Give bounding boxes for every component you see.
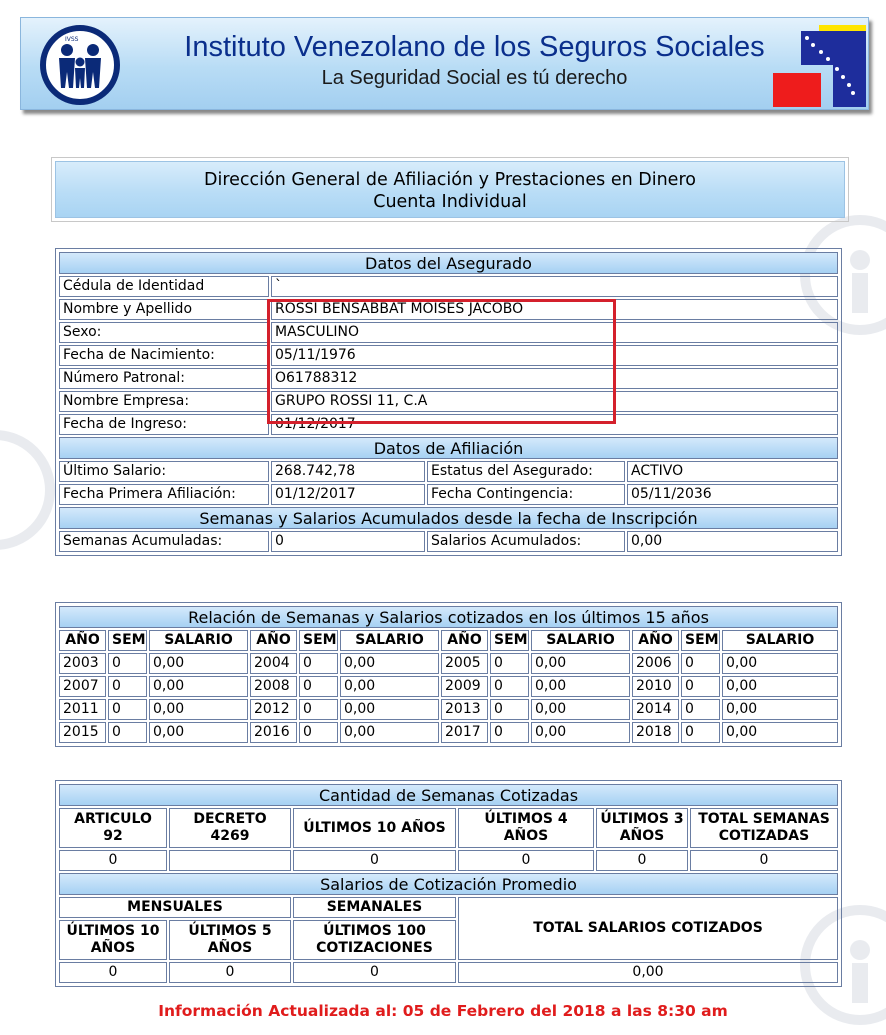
salary-cell: 0,00	[149, 699, 248, 720]
year-cell: 2014	[632, 699, 679, 720]
id-value: `	[271, 276, 838, 297]
history-section-title: Relación de Semanas y Salarios cotizados en los últimos 15 años	[59, 606, 838, 628]
sex-value: MASCULINO	[271, 322, 838, 343]
col-sem: SEM	[299, 630, 338, 651]
col-ultimos-3: ÚLTIMOS 3 AÑOS	[596, 808, 688, 848]
value-ultimos-10: 0	[293, 850, 456, 871]
table-row	[59, 722, 838, 743]
value-ultimos-10-anios: 0	[59, 962, 167, 983]
weeks-summary-title: Cantidad de Semanas Cotizadas	[59, 784, 838, 806]
year-cell: 2003	[59, 653, 106, 674]
table-row	[59, 461, 838, 482]
year-cell: 2009	[441, 676, 488, 697]
weeks-cell: 0	[108, 722, 147, 743]
value-total-semanas: 0	[690, 850, 838, 871]
table-row	[59, 962, 838, 983]
col-salario: SALARIO	[149, 630, 248, 651]
table-header-row	[59, 630, 838, 651]
table-row	[59, 391, 838, 412]
salary-cell: 0,00	[531, 699, 630, 720]
table-row	[59, 850, 838, 871]
value-ultimos-3: 0	[596, 850, 688, 871]
monthly-header: MENSUALES	[59, 897, 291, 918]
col-anio: AÑO	[632, 630, 679, 651]
value-ultimos-4: 0	[458, 850, 594, 871]
table-row	[59, 531, 838, 552]
year-cell: 2008	[250, 676, 297, 697]
table-row	[59, 299, 838, 320]
total-salaries-header: TOTAL SALARIOS COTIZADOS	[458, 897, 838, 960]
year-cell: 2015	[59, 722, 106, 743]
last-updated-note: Información Actualizada al: 05 de Febrero del 2018 a las 8:30 am	[158, 1002, 728, 1020]
col-ultimos-100: ÚLTIMOS 100 COTIZACIONES	[293, 920, 456, 960]
salary-cell: 0,00	[149, 653, 248, 674]
col-ultimos-10: ÚLTIMOS 10 AÑOS	[293, 808, 456, 848]
col-salario: SALARIO	[722, 630, 838, 651]
salary-cell: 0,00	[531, 722, 630, 743]
weeks-cell: 0	[490, 653, 529, 674]
salary-cell: 0,00	[722, 653, 838, 674]
value-total-salaries: 0,00	[458, 962, 838, 983]
weeks-cell: 0	[490, 699, 529, 720]
year-cell: 2010	[632, 676, 679, 697]
company-label: Nombre Empresa:	[59, 391, 269, 412]
col-ultimos-5-anios: ÚLTIMOS 5 AÑOS	[169, 920, 291, 960]
salary-cell: 0,00	[340, 722, 439, 743]
weeks-cell: 0	[299, 653, 338, 674]
weeks-cell: 0	[108, 699, 147, 720]
affiliation-section-title: Datos de Afiliación	[59, 437, 838, 459]
weeks-cell: 0	[490, 676, 529, 697]
page-subheading: Cuenta Individual	[373, 192, 527, 212]
salary-cell: 0,00	[149, 722, 248, 743]
weeks-cell: 0	[299, 699, 338, 720]
insured-data-table	[55, 248, 842, 556]
weeks-cell: 0	[108, 676, 147, 697]
salary-cell: 0,00	[149, 676, 248, 697]
weeks-label: Semanas Acumuladas:	[59, 531, 269, 552]
table-row	[59, 322, 838, 343]
status-value: ACTIVO	[627, 461, 838, 482]
col-salario: SALARIO	[531, 630, 630, 651]
banner-title: Instituto Venezolano de los Seguros Sociales	[184, 31, 765, 63]
weeks-summary-table	[55, 780, 842, 987]
company-value: GRUPO ROSSI 11, C.A	[271, 391, 838, 412]
year-cell: 2005	[441, 653, 488, 674]
hire-date-label: Fecha de Ingreso:	[59, 414, 269, 435]
history-table	[55, 602, 842, 747]
weeks-cell: 0	[299, 676, 338, 697]
table-row	[59, 414, 838, 435]
col-decreto-4269: DECRETO 4269	[169, 808, 291, 848]
col-sem: SEM	[681, 630, 720, 651]
year-cell: 2007	[59, 676, 106, 697]
contingency-value: 05/11/2036	[627, 484, 838, 505]
weeks-cell: 0	[108, 653, 147, 674]
salary-cell: 0,00	[340, 676, 439, 697]
insured-section-title: Datos del Asegurado	[59, 252, 838, 274]
salary-cell: 0,00	[340, 653, 439, 674]
accumulated-section-title: Semanas y Salarios Acumulados desde la fecha de Inscripción	[59, 507, 838, 529]
year-cell: 2011	[59, 699, 106, 720]
salary-cell: 0,00	[722, 722, 838, 743]
weeks-cell: 0	[490, 722, 529, 743]
weeks-cell: 0	[681, 653, 720, 674]
svg-text:IVSS: IVSS	[65, 36, 79, 43]
weeks-cell: 0	[681, 722, 720, 743]
col-ultimos-4: ÚLTIMOS 4 AÑOS	[458, 808, 594, 848]
watermark-logo-icon	[0, 430, 55, 560]
value-decreto-4269	[169, 850, 291, 871]
year-cell: 2006	[632, 653, 679, 674]
salaries-label: Salarios Acumulados:	[427, 531, 625, 552]
year-cell: 2013	[441, 699, 488, 720]
venezuela-flag-icon	[773, 25, 866, 107]
last-salary-label: Último Salario:	[59, 461, 269, 482]
table-row	[59, 368, 838, 389]
salary-cell: 0,00	[340, 699, 439, 720]
salary-cell: 0,00	[531, 653, 630, 674]
col-anio: AÑO	[441, 630, 488, 651]
name-label: Nombre y Apellido	[59, 299, 269, 320]
year-cell: 2016	[250, 722, 297, 743]
salary-cell: 0,00	[722, 676, 838, 697]
col-salario: SALARIO	[340, 630, 439, 651]
average-salary-title: Salarios de Cotización Promedio	[59, 873, 838, 895]
first-affiliation-value: 01/12/2017	[271, 484, 425, 505]
section-header	[51, 157, 849, 222]
col-articulo-92: ARTICULO 92	[59, 808, 167, 848]
value-articulo-92: 0	[59, 850, 167, 871]
col-ultimos-10-anios: ÚLTIMOS 10 AÑOS	[59, 920, 167, 960]
id-label: Cédula de Identidad	[59, 276, 269, 297]
salary-cell: 0,00	[531, 676, 630, 697]
weeks-cell: 0	[681, 699, 720, 720]
table-row	[59, 676, 838, 697]
table-row	[59, 345, 838, 366]
contingency-label: Fecha Contingencia:	[427, 484, 625, 505]
table-row	[59, 276, 838, 297]
table-row	[59, 653, 838, 674]
sex-label: Sexo:	[59, 322, 269, 343]
value-ultimos-5-anios: 0	[169, 962, 291, 983]
hire-date-value: 01/12/2017	[271, 414, 838, 435]
weeks-value: 0	[271, 531, 425, 552]
banner-subtitle: La Seguridad Social es tú derecho	[321, 67, 628, 89]
col-anio: AÑO	[59, 630, 106, 651]
col-sem: SEM	[108, 630, 147, 651]
weeks-cell: 0	[299, 722, 338, 743]
weekly-header: SEMANALES	[293, 897, 456, 918]
employer-number-value: O61788312	[271, 368, 838, 389]
employer-number-label: Número Patronal:	[59, 368, 269, 389]
year-cell: 2012	[250, 699, 297, 720]
birthdate-value: 05/11/1976	[271, 345, 838, 366]
salary-cell: 0,00	[722, 699, 838, 720]
salaries-value: 0,00	[627, 531, 838, 552]
year-cell: 2017	[441, 722, 488, 743]
table-row	[59, 484, 838, 505]
year-cell: 2004	[250, 653, 297, 674]
year-cell: 2018	[632, 722, 679, 743]
birthdate-label: Fecha de Nacimiento:	[59, 345, 269, 366]
col-sem: SEM	[490, 630, 529, 651]
page-heading: Dirección General de Afiliación y Prestaciones en Dinero	[204, 170, 696, 190]
last-salary-value: 268.742,78	[271, 461, 425, 482]
col-anio: AÑO	[250, 630, 297, 651]
status-label: Estatus del Asegurado:	[427, 461, 625, 482]
header-banner	[20, 17, 869, 110]
weeks-cell: 0	[681, 676, 720, 697]
first-affiliation-label: Fecha Primera Afiliación:	[59, 484, 269, 505]
table-row	[59, 699, 838, 720]
name-value: ROSSI BENSABBAT MOISES JACOBO	[271, 299, 838, 320]
col-total-semanas: TOTAL SEMANAS COTIZADAS	[690, 808, 838, 848]
value-ultimos-100: 0	[293, 962, 456, 983]
